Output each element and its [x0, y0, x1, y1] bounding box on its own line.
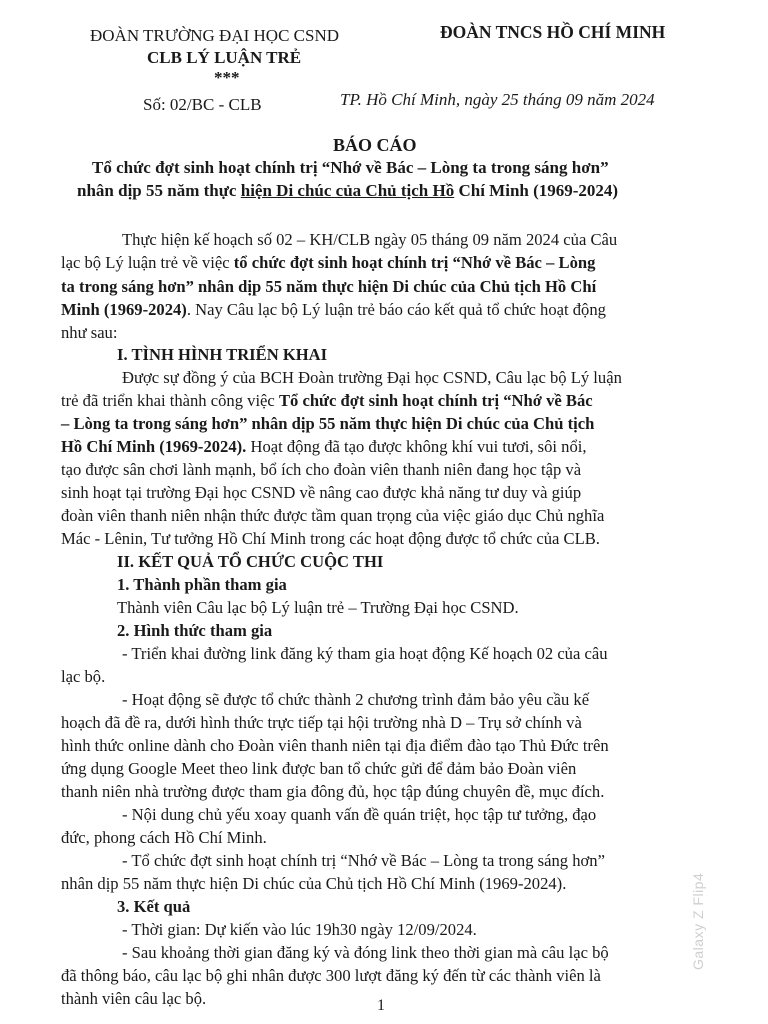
report-subtitle-line-1: Tổ chức đợt sinh hoạt chính trị “Nhớ về Bác – Lòng ta trong sáng hơn”: [92, 158, 609, 177]
section-1-line-3: – Lòng ta trong sáng hơn” nhân dịp 55 năm thực hiện Di chúc của Chủ tịch: [61, 414, 595, 433]
result-2-line-2: đã thông báo, câu lạc bộ ghi nhân được 300 lượt đăng ký đến từ các thành viên là: [61, 966, 601, 985]
left-org-line-1: ĐOÀN TRƯỜNG ĐẠI HỌC CSND: [90, 26, 339, 45]
para-3-line-2: đức, phong cách Hồ Chí Minh.: [61, 828, 267, 847]
section-1-line-8: Mác - Lênin, Tư tưởng Hồ Chí Minh trong các hoạt động được tổ chức của CLB.: [61, 529, 600, 548]
section-2-sub-2: 2. Hình thức tham gia: [117, 621, 273, 640]
para-2-line-5: thanh niên nhà trường được tham gia đông đủ, học tập đúng chuyên đề, mục đích.: [61, 782, 605, 801]
report-title: BÁO CÁO: [333, 135, 417, 155]
para-4-line-2: nhân dịp 55 năm thực hiện Di chúc của Chủ tịch Hồ Chí Minh (1969-2024).: [61, 874, 567, 893]
section-2-sub-3: 3. Kết quả: [117, 897, 191, 916]
section-2-heading: II. KẾT QUẢ TỔ CHỨC CUỘC THI: [117, 552, 384, 571]
section-1-line-7: đoàn viên thanh niên nhận thức được tầm quan trọng của việc giáo dục Chủ nghĩa: [61, 506, 605, 525]
place-date: TP. Hồ Chí Minh, ngày 25 tháng 09 năm 2024: [340, 90, 655, 109]
section-1-line-2: trẻ đã triển khai thành công việc Tổ chức đợt sinh hoạt chính trị “Nhớ về Bác: [61, 391, 593, 410]
report-subtitle-line-2: nhân dịp 55 năm thực hiện Di chúc của Chủ tịch Hồ Chí Minh (1969-2024): [77, 181, 619, 200]
intro-line-3: ta trong sáng hơn” nhân dịp 55 năm thực hiện Di chúc của Chủ tịch Hồ Chí: [61, 277, 597, 296]
para-2-line-4: ứng dụng Google Meet theo link được ban tổ chức gửi để đảm bảo Đoàn viên: [61, 759, 577, 778]
page-number: 1: [377, 997, 385, 1014]
left-org-line-2: CLB LÝ LUẬN TRẺ: [147, 48, 302, 67]
para-4-line-1: - Tổ chức đợt sinh hoạt chính trị “Nhớ về Bác – Lòng ta trong sáng hơn”: [122, 851, 605, 870]
para-3-line-1: - Nội dung chủ yếu xoay quanh vấn đề quán triệt, học tập tư tưởng, đạo: [122, 805, 597, 824]
camera-watermark: Galaxy Z Flip4: [690, 872, 706, 970]
section-1-line-6: sinh hoạt tại trường Đại học CSND về nâng cao được khả năng tư duy và giúp: [61, 483, 582, 502]
intro-line-2: lạc bộ Lý luận trẻ về việc tổ chức đợt sinh hoạt chính trị “Nhớ về Bác – Lòng: [61, 253, 596, 272]
underlined-phrase: hiện Di chúc của Chủ tịch Hồ: [240, 181, 455, 200]
result-line-1: - Thời gian: Dự kiến vào lúc 19h30 ngày 12/09/2024.: [122, 920, 477, 939]
result-2-line-1: - Sau khoảng thời gian đăng ký và đóng link theo thời gian mà câu lạc bộ: [122, 943, 609, 962]
section-1-heading: I. TÌNH HÌNH TRIỂN KHAI: [117, 345, 328, 364]
section-1-line-1: Được sự đồng ý của BCH Đoàn trường Đại học CSND, Câu lạc bộ Lý luận: [122, 368, 622, 387]
result-2-line-3: thành viên câu lạc bộ.: [61, 989, 207, 1008]
para-2-line-3: hình thức online dành cho Đoàn viên thanh niên tại địa điểm đào tạo Thủ Đức trên: [61, 736, 609, 755]
section-1-line-4: Hồ Chí Minh (1969-2024). Hoạt động đã tạo được không khí vui tươi, sôi nổi,: [61, 437, 587, 456]
para-1-line-1: - Triển khai đường link đăng ký tham gia hoạt động Kế hoạch 02 của câu: [122, 644, 608, 663]
intro-line-1: Thực hiện kế hoạch số 02 – KH/CLB ngày 05 tháng 09 năm 2024 của Câu: [122, 230, 618, 249]
para-1-line-2: lạc bộ.: [61, 667, 106, 686]
para-2-line-2: hoạch đã đề ra, dưới hình thức trực tiếp tại hội trường nhà D – Trụ sở chính và: [61, 713, 582, 732]
para-2-line-1: - Hoạt động sẽ được tổ chức thành 2 chương trình đảm bảo yêu cầu kế: [122, 690, 590, 709]
intro-line-5: như sau:: [61, 323, 118, 342]
section-2-sub-1-text: Thành viên Câu lạc bộ Lý luận trẻ – Trường Đại học CSND.: [117, 598, 519, 617]
left-org-stars: ***: [214, 68, 240, 87]
right-org: ĐOÀN TNCS HỒ CHÍ MINH: [440, 22, 666, 42]
section-1-line-5: tạo được sân chơi lành mạnh, bổ ích cho đoàn viên thanh niên đang học tập và: [61, 460, 582, 479]
section-2-sub-1: 1. Thành phần tham gia: [117, 575, 287, 594]
intro-line-4: Minh (1969-2024). Nay Câu lạc bộ Lý luận trẻ báo cáo kết quả tổ chức hoạt động: [61, 300, 606, 319]
document-number: Số: 02/BC - CLB: [143, 95, 262, 114]
